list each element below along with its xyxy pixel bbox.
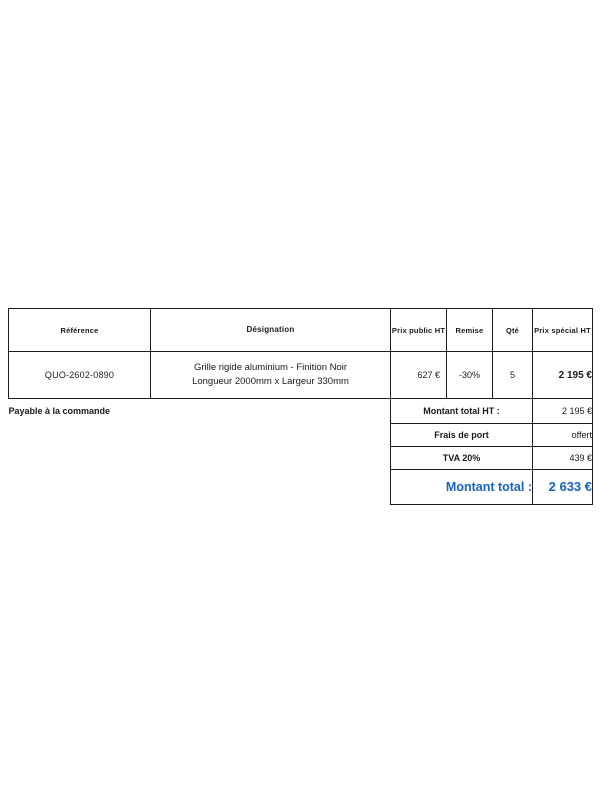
quote-table-container	[8, 308, 592, 505]
column-header-designation: Désignation	[151, 309, 391, 352]
column-header-remise: Remise	[447, 309, 493, 352]
total-label: Montant total :	[391, 469, 533, 504]
spacer-cell	[9, 446, 391, 469]
table-header-row	[9, 309, 593, 352]
designation-line-2: Longueur 2000mm x Largeur 330mm	[192, 376, 349, 387]
spacer-cell	[9, 469, 391, 504]
quote-table	[8, 308, 593, 505]
cell-prix-special-ht: 2 195 €	[533, 352, 593, 399]
summary-value-total-ht: 2 195 €	[533, 399, 593, 424]
summary-value-frais-de-port: offert	[533, 423, 593, 446]
payment-note: Payable à la commande	[8, 406, 111, 416]
cell-qte: 5	[493, 352, 533, 399]
column-header-qte: Qté	[493, 309, 533, 352]
summary-row-frais-de-port	[9, 423, 593, 446]
column-header-reference: Référence	[9, 309, 151, 352]
designation-line-1: Grille rigide aluminium - Finition Noir	[193, 362, 348, 374]
cell-prix-public-ht: 627 €	[391, 352, 447, 399]
summary-row-tva	[9, 446, 593, 469]
column-header-prix-public-ht: Prix public HT	[391, 309, 447, 352]
spacer-cell	[9, 423, 391, 446]
summary-label-frais-de-port: Frais de port	[391, 423, 533, 446]
summary-label-tva: TVA 20%	[391, 446, 533, 469]
summary-row-total-ht	[9, 399, 593, 424]
total-value: 2 633 €	[533, 469, 593, 504]
table-row	[9, 352, 593, 399]
summary-label-total-ht: Montant total HT :	[391, 399, 533, 424]
total-row	[9, 469, 593, 504]
cell-remise: -30%	[447, 352, 493, 399]
column-header-prix-special-ht: Prix spécial HT	[533, 309, 593, 352]
cell-designation	[151, 352, 391, 399]
cell-reference: QUO-2602-0890	[9, 352, 151, 399]
summary-value-tva: 439 €	[533, 446, 593, 469]
